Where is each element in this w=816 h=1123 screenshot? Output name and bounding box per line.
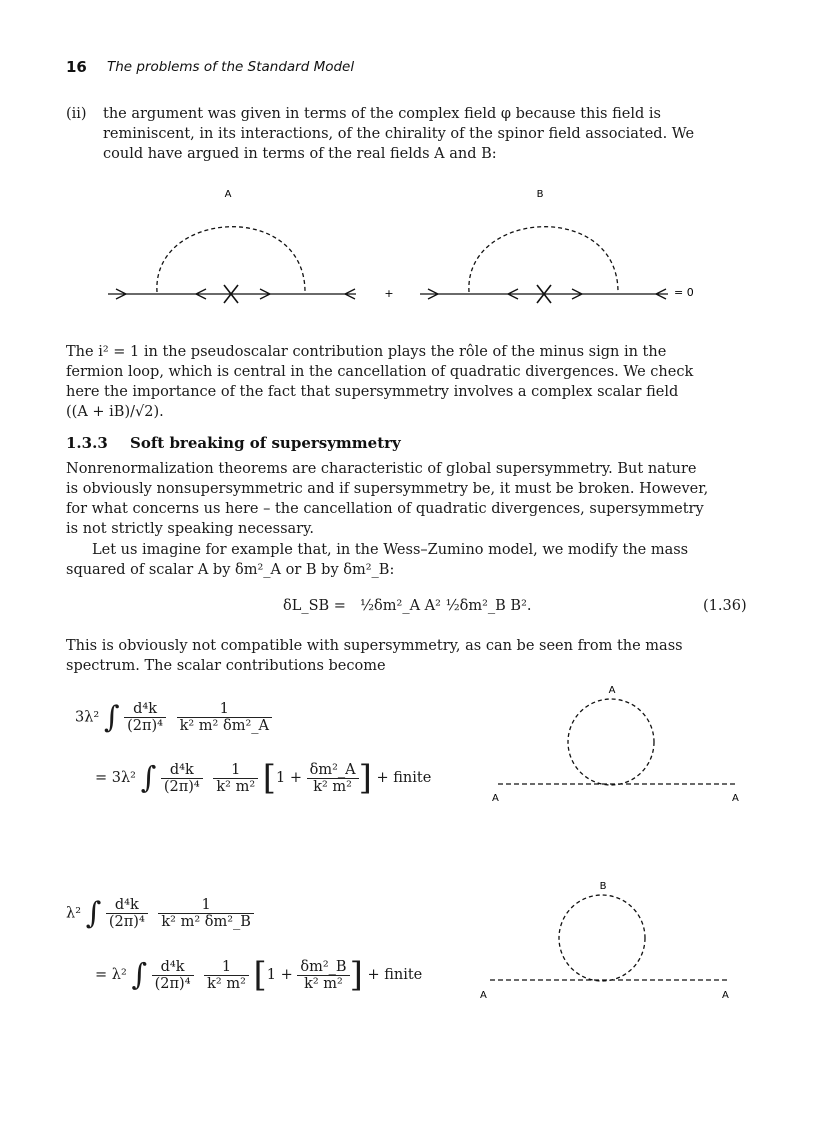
measure-numerator: d⁴k [106,897,148,914]
text-line: This is obviously not compatible with supersymmetry, as can be seen from the mass [66,638,683,654]
integral-sign: ∫ [85,896,102,931]
right-bracket: ] [349,955,363,995]
scalar-a-expansion [95,758,431,798]
propagator-numerator: 1 [177,701,272,718]
mass-shift-denominator: k² m² [313,778,352,795]
section-number: 1.3.3 [66,434,108,452]
propagator-numerator: 1 [213,762,258,779]
loop-diagram-a [108,189,356,303]
equation-1-36-rhs: ½δm²_A A² ½δm²_B B². [360,598,532,614]
loop-label: B [599,881,607,892]
page-number: 16 [66,58,87,76]
text-line: here the importance of the fact that supersymmetry involves a complex scalar field [66,384,679,400]
running-title: The problems of the Standard Model [107,59,355,75]
one-plus: 1 + [276,770,302,786]
finite-term: + finite [367,967,423,983]
integral-sign: ∫ [131,957,148,993]
integral-sign: ∫ [103,700,120,735]
external-label-right: A [732,793,739,804]
measure-numerator: d⁴k [152,959,194,976]
paragraph-rho-sign [66,342,756,422]
coefficient: = λ² [95,967,127,983]
external-label-left: A [492,793,499,804]
tadpole-diagram-b [472,876,742,1006]
left-bracket: [ [253,955,267,995]
text-line: the argument was given in terms of the complex field φ because this field is [103,106,661,122]
mass-shift-denominator: k² m² [304,975,343,992]
measure-denominator: (2π)⁴ [154,975,191,992]
text-line: is not strictly speaking necessary. [66,521,314,537]
plus-sign: + [384,287,394,300]
loop-diagrams-figure [100,180,720,310]
label-b: B [536,189,544,200]
left-bracket: [ [262,758,277,798]
integral-sign: ∫ [140,760,157,796]
text-line: for what concerns us here – the cancellation of quadratic divergences, supersymmetry [66,501,704,517]
equation-number: (1.36) [703,598,747,614]
text-line: reminiscent, in its interactions, of the chirality of the spinor field associated. We [103,126,695,142]
item-marker: (ii) [66,106,87,122]
text-line: squared of scalar A by δm²_A or B by δm²_B: [66,562,395,578]
scalar-a-integral [75,700,272,735]
tadpole-diagram-a [480,680,750,810]
coefficient: 3λ² [75,709,100,726]
scalar-b-integral [66,896,254,931]
section-title: Soft breaking of supersymmetry [130,434,401,452]
item-ii-text [103,104,753,164]
measure-denominator: (2π)⁴ [127,718,163,734]
equals-zero: = 0 [674,286,694,299]
equation-1-36-lhs: δL_SB = [283,598,346,614]
mass-shift-numerator: δm²_B [297,959,349,976]
mass-shift-numerator: δm²_A [307,762,359,779]
paragraph-spectrum [66,636,756,676]
external-label-right: A [722,990,729,1001]
text-line: Let us imagine for example that, in the Wess–Zumino model, we modify the mass [92,542,689,558]
scalar-b-expansion [95,955,422,995]
text-line: fermion loop, which is central in the cancellation of quadratic divergences. We check [66,364,694,380]
text-line: could have argued in terms of the real fields A and B: [103,146,497,162]
propagator-denominator: k² m² δm²_B [161,914,251,930]
one-plus: 1 + [266,967,293,983]
propagator-denominator: k² m² [207,975,246,992]
right-bracket: ] [358,758,372,798]
propagator-numerator: 1 [158,897,254,914]
measure-denominator: (2π)⁴ [163,778,200,795]
text-line: Nonrenormalization theorems are characteristic of global supersymmetry. But nature [66,461,697,477]
measure-numerator: d⁴k [161,762,203,779]
text-line: The i² = 1 in the pseudoscalar contribution plays the rôle of the minus sign in the [66,344,667,360]
propagator-denominator: k² m² δm²_A [179,718,269,734]
loop-label: A [608,685,616,696]
finite-term: + finite [376,770,432,786]
propagator-numerator: 1 [204,959,249,976]
measure-denominator: (2π)⁴ [108,914,145,930]
paragraph-wess-zumino [66,540,756,580]
external-label-left: A [480,990,487,1001]
coefficient: = 3λ² [95,770,136,786]
paragraph-nonrenormalization [66,459,756,539]
label-a: A [224,189,232,200]
text-line: ((A + iB)/√2). [66,404,164,420]
coefficient: λ² [66,905,82,922]
text-line: is obviously nonsupersymmetric and if supersymmetry be, it must be broken. However, [66,481,709,497]
text-line: spectrum. The scalar contributions become [66,658,386,674]
propagator-denominator: k² m² [216,778,256,795]
measure-numerator: d⁴k [124,701,166,718]
loop-diagram-b [420,189,668,303]
